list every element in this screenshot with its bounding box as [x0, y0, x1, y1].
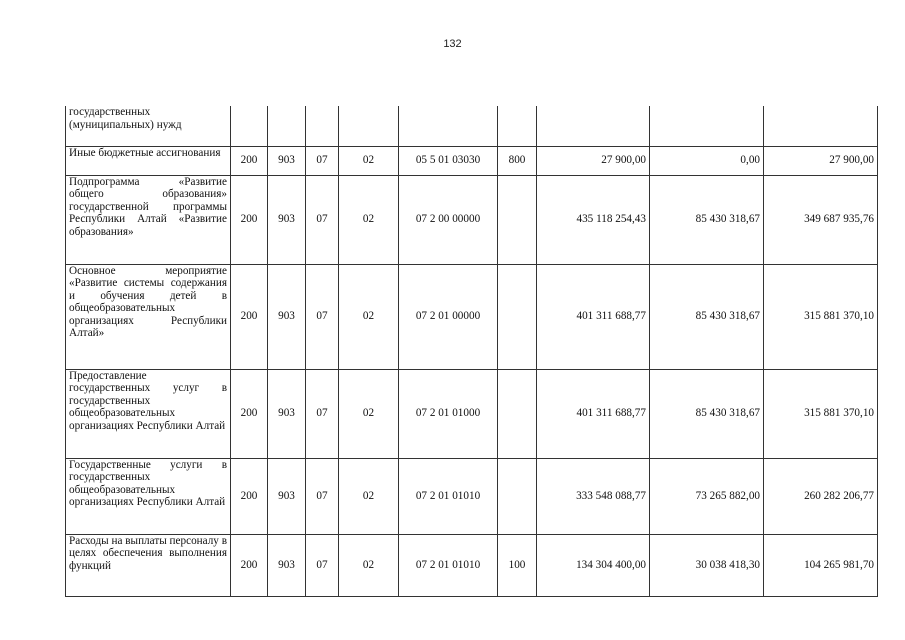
cell-code1: 200	[231, 264, 268, 369]
cell-federal: 85 430 318,67	[650, 175, 764, 264]
cell-type: 800	[498, 146, 537, 175]
cell-target: 07 2 00 00000	[399, 175, 498, 264]
table-row	[66, 106, 878, 146]
cell-subsection: 02	[339, 146, 399, 175]
cell-subsection: 02	[339, 369, 399, 458]
cell-code2: 903	[268, 264, 306, 369]
table-row	[66, 369, 878, 458]
cell-federal: 73 265 882,00	[650, 458, 764, 534]
row-description: Основное мероприятие «Развитие системы содержания и обучения детей в общеобразовательных организациях Республики Алтай»	[66, 264, 231, 369]
cell-subsection: 02	[339, 458, 399, 534]
cell-subsection: 02	[339, 175, 399, 264]
cell-code1: 200	[231, 534, 268, 596]
cell-section: 07	[306, 264, 339, 369]
cell-section	[306, 106, 339, 146]
cell-code1: 200	[231, 175, 268, 264]
cell-total	[537, 106, 650, 146]
table-row	[66, 175, 878, 264]
cell-code2: 903	[268, 146, 306, 175]
cell-total: 435 118 254,43	[537, 175, 650, 264]
cell-target: 07 2 01 01000	[399, 369, 498, 458]
cell-target: 07 2 01 01010	[399, 458, 498, 534]
cell-code2: 903	[268, 369, 306, 458]
cell-code1: 200	[231, 146, 268, 175]
row-description: Государственные услуги в государственных общеобразовательных организациях Республики Алтай	[66, 458, 231, 534]
cell-subsection	[339, 106, 399, 146]
page-number: 132	[443, 38, 462, 50]
cell-section: 07	[306, 534, 339, 596]
budget-table	[65, 106, 878, 597]
cell-federal: 85 430 318,67	[650, 369, 764, 458]
table-row	[66, 146, 878, 175]
cell-federal: 85 430 318,67	[650, 264, 764, 369]
cell-section: 07	[306, 175, 339, 264]
cell-type	[498, 175, 537, 264]
cell-regional: 315 881 370,10	[764, 264, 878, 369]
cell-code1	[231, 106, 268, 146]
cell-federal	[650, 106, 764, 146]
cell-code2	[268, 106, 306, 146]
cell-target: 07 2 01 00000	[399, 264, 498, 369]
cell-total: 27 900,00	[537, 146, 650, 175]
cell-section: 07	[306, 146, 339, 175]
cell-regional: 27 900,00	[764, 146, 878, 175]
cell-type	[498, 458, 537, 534]
cell-code2: 903	[268, 534, 306, 596]
cell-target	[399, 106, 498, 146]
cell-total: 134 304 400,00	[537, 534, 650, 596]
cell-regional: 260 282 206,77	[764, 458, 878, 534]
cell-type	[498, 369, 537, 458]
cell-section: 07	[306, 458, 339, 534]
cell-type	[498, 106, 537, 146]
cell-regional	[764, 106, 878, 146]
cell-federal: 30 038 418,30	[650, 534, 764, 596]
cell-code2: 903	[268, 175, 306, 264]
row-description: Иные бюджетные ассигнования	[66, 146, 231, 175]
cell-regional: 349 687 935,76	[764, 175, 878, 264]
cell-code1: 200	[231, 369, 268, 458]
cell-total: 401 311 688,77	[537, 264, 650, 369]
row-description: Подпрограмма «Развитие общего образования» государственной программы Республики Алтай «Развитие образования»	[66, 175, 231, 264]
cell-section: 07	[306, 369, 339, 458]
cell-type	[498, 264, 537, 369]
table-row	[66, 264, 878, 369]
cell-target: 05 5 01 03030	[399, 146, 498, 175]
cell-regional: 315 881 370,10	[764, 369, 878, 458]
cell-code1: 200	[231, 458, 268, 534]
table-row	[66, 458, 878, 534]
row-description: Расходы на выплаты персоналу в целях обеспечения выполнения функций	[66, 534, 231, 596]
cell-type: 100	[498, 534, 537, 596]
cell-total: 401 311 688,77	[537, 369, 650, 458]
cell-subsection: 02	[339, 264, 399, 369]
cell-regional: 104 265 981,70	[764, 534, 878, 596]
cell-federal: 0,00	[650, 146, 764, 175]
table-row	[66, 534, 878, 596]
row-description: Предоставление государственных услуг в государственных общеобразовательных организациях Республики Алтай	[66, 369, 231, 458]
row-description: государственных (муниципальных) нужд	[66, 106, 231, 146]
cell-target: 07 2 01 01010	[399, 534, 498, 596]
cell-subsection: 02	[339, 534, 399, 596]
cell-total: 333 548 088,77	[537, 458, 650, 534]
cell-code2: 903	[268, 458, 306, 534]
